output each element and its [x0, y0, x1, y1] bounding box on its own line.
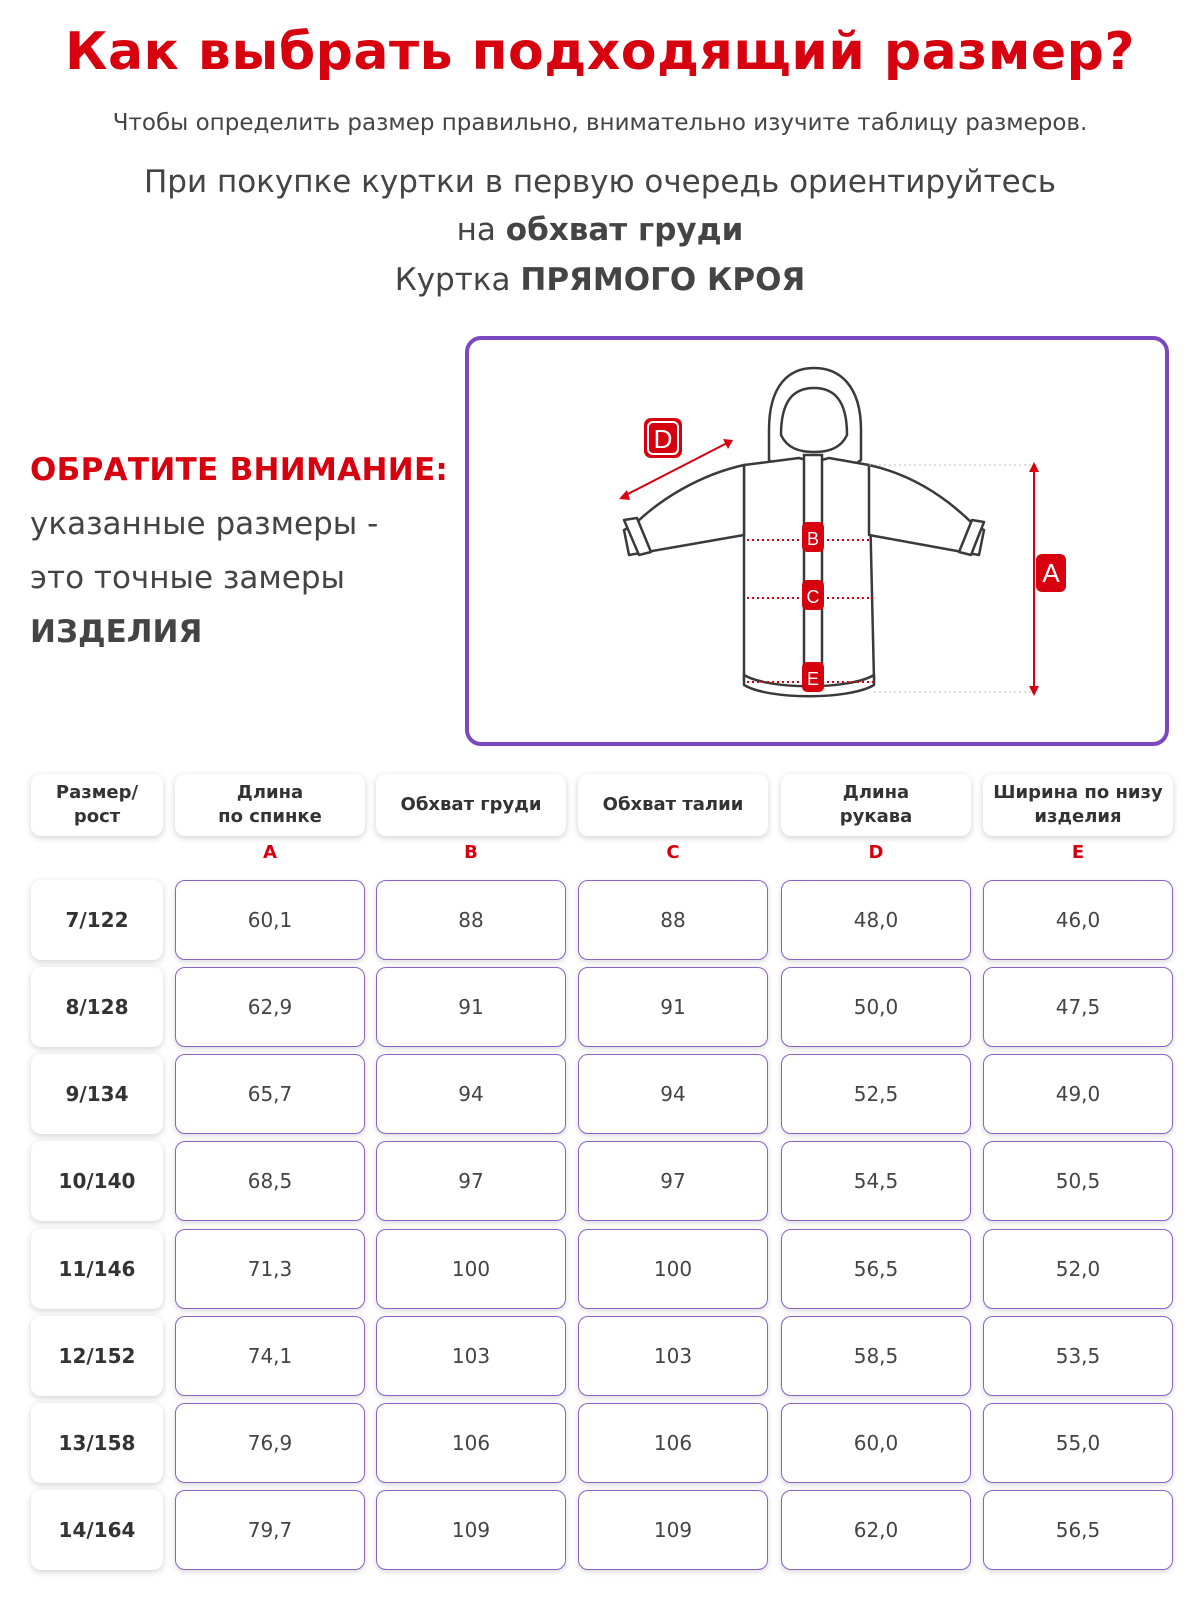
- column-letter: B: [464, 842, 478, 863]
- chest-note-line1: При покупке куртки в первую очередь ориентируйтесь: [143, 164, 1057, 200]
- size-cell: 13/158: [31, 1403, 163, 1483]
- attention-line-2: это точные замеры: [30, 560, 345, 596]
- value-cell: 79,7: [175, 1490, 365, 1570]
- page-subtitle: Чтобы определить размер правильно, внимательно изучите таблицу размеров.: [112, 110, 1088, 136]
- value-cell: 103: [578, 1316, 768, 1396]
- hood-opening: [781, 388, 847, 452]
- value-cell: 58,5: [781, 1316, 971, 1396]
- value-cell: 100: [376, 1229, 566, 1309]
- size-cell: 10/140: [31, 1141, 163, 1221]
- size-cell: 14/164: [31, 1490, 163, 1570]
- value-cell: 109: [376, 1490, 566, 1570]
- chest-note: [0, 158, 1200, 254]
- value-cell: 88: [578, 880, 768, 960]
- cut-type-prefix: Куртка: [394, 262, 521, 298]
- badge-e-text: E: [806, 669, 820, 689]
- column-header-line2: изделия: [1034, 806, 1122, 827]
- column-header-line1: Обхват талии: [602, 794, 744, 815]
- value-cell: 54,5: [781, 1141, 971, 1221]
- page-title: Как выбрать подходящий размер?: [64, 22, 1136, 82]
- size-cell: 8/128: [31, 967, 163, 1047]
- column-header-line1: Размер/: [55, 782, 139, 803]
- zipper: [804, 455, 822, 687]
- value-cell: 49,0: [983, 1054, 1173, 1134]
- jacket-diagram: [465, 336, 1169, 746]
- value-cell: 62,0: [781, 1490, 971, 1570]
- value-cell: 55,0: [983, 1403, 1173, 1483]
- column-letter: D: [868, 842, 884, 863]
- jacket-illustration: [469, 340, 1165, 742]
- value-cell: 52,5: [781, 1054, 971, 1134]
- column-letter: A: [263, 842, 277, 863]
- value-cell: 68,5: [175, 1141, 365, 1221]
- size-cell: 9/134: [31, 1054, 163, 1134]
- value-cell: 88: [376, 880, 566, 960]
- value-cell: 106: [578, 1403, 768, 1483]
- badge-a-text: A: [1042, 558, 1060, 588]
- column-letter: C: [666, 842, 680, 863]
- column-header: [376, 774, 566, 836]
- column-header-line1: Длина: [236, 782, 304, 803]
- value-cell: 106: [376, 1403, 566, 1483]
- attention-block: [30, 452, 450, 650]
- size-cell: 11/146: [31, 1229, 163, 1309]
- column-header: [175, 774, 365, 836]
- value-cell: 60,1: [175, 880, 365, 960]
- value-cell: 56,5: [781, 1229, 971, 1309]
- value-cell: 74,1: [175, 1316, 365, 1396]
- value-cell: 50,0: [781, 967, 971, 1047]
- column-header: [983, 774, 1173, 836]
- value-cell: 60,0: [781, 1403, 971, 1483]
- chest-note-line2: [0, 206, 1200, 254]
- value-cell: 91: [376, 967, 566, 1047]
- column-header-line1: Длина: [842, 782, 910, 803]
- value-cell: 62,9: [175, 967, 365, 1047]
- value-cell: 94: [578, 1054, 768, 1134]
- column-header: [578, 774, 768, 836]
- column-header: [781, 774, 971, 836]
- chest-note-bold: обхват груди: [505, 212, 744, 248]
- column-header-line2: по спинке: [218, 806, 322, 827]
- badge-c-text: C: [806, 587, 820, 607]
- attention-line-1: указанные размеры -: [30, 506, 379, 542]
- value-cell: 47,5: [983, 967, 1173, 1047]
- value-cell: 100: [578, 1229, 768, 1309]
- value-cell: 50,5: [983, 1141, 1173, 1221]
- cut-type: [0, 262, 1200, 298]
- column-header-line2: рост: [73, 806, 121, 827]
- size-cell: 12/152: [31, 1316, 163, 1396]
- value-cell: 48,0: [781, 880, 971, 960]
- column-header-line2: рукава: [839, 806, 913, 827]
- value-cell: 94: [376, 1054, 566, 1134]
- column-letter: E: [1071, 842, 1085, 863]
- value-cell: 97: [578, 1141, 768, 1221]
- size-cell: 7/122: [31, 880, 163, 960]
- value-cell: 71,3: [175, 1229, 365, 1309]
- attention-heading: ОБРАТИТЕ ВНИМАНИЕ:: [30, 452, 449, 488]
- value-cell: 76,9: [175, 1403, 365, 1483]
- value-cell: 53,5: [983, 1316, 1173, 1396]
- value-cell: 46,0: [983, 880, 1173, 960]
- value-cell: 91: [578, 967, 768, 1047]
- column-header: [31, 774, 163, 836]
- column-header-line1: Ширина по низу: [993, 782, 1163, 803]
- cut-type-bold: ПРЯМОГО КРОЯ: [520, 262, 806, 298]
- value-cell: 109: [578, 1490, 768, 1570]
- attention-line-3: ИЗДЕЛИЯ: [30, 614, 203, 650]
- chest-note-prefix: на: [456, 212, 506, 248]
- value-cell: 52,0: [983, 1229, 1173, 1309]
- value-cell: 65,7: [175, 1054, 365, 1134]
- value-cell: 103: [376, 1316, 566, 1396]
- column-header-line1: Обхват груди: [400, 794, 542, 815]
- badge-d-text: D: [653, 424, 673, 454]
- value-cell: 97: [376, 1141, 566, 1221]
- badge-b-text: B: [806, 529, 820, 549]
- value-cell: 56,5: [983, 1490, 1173, 1570]
